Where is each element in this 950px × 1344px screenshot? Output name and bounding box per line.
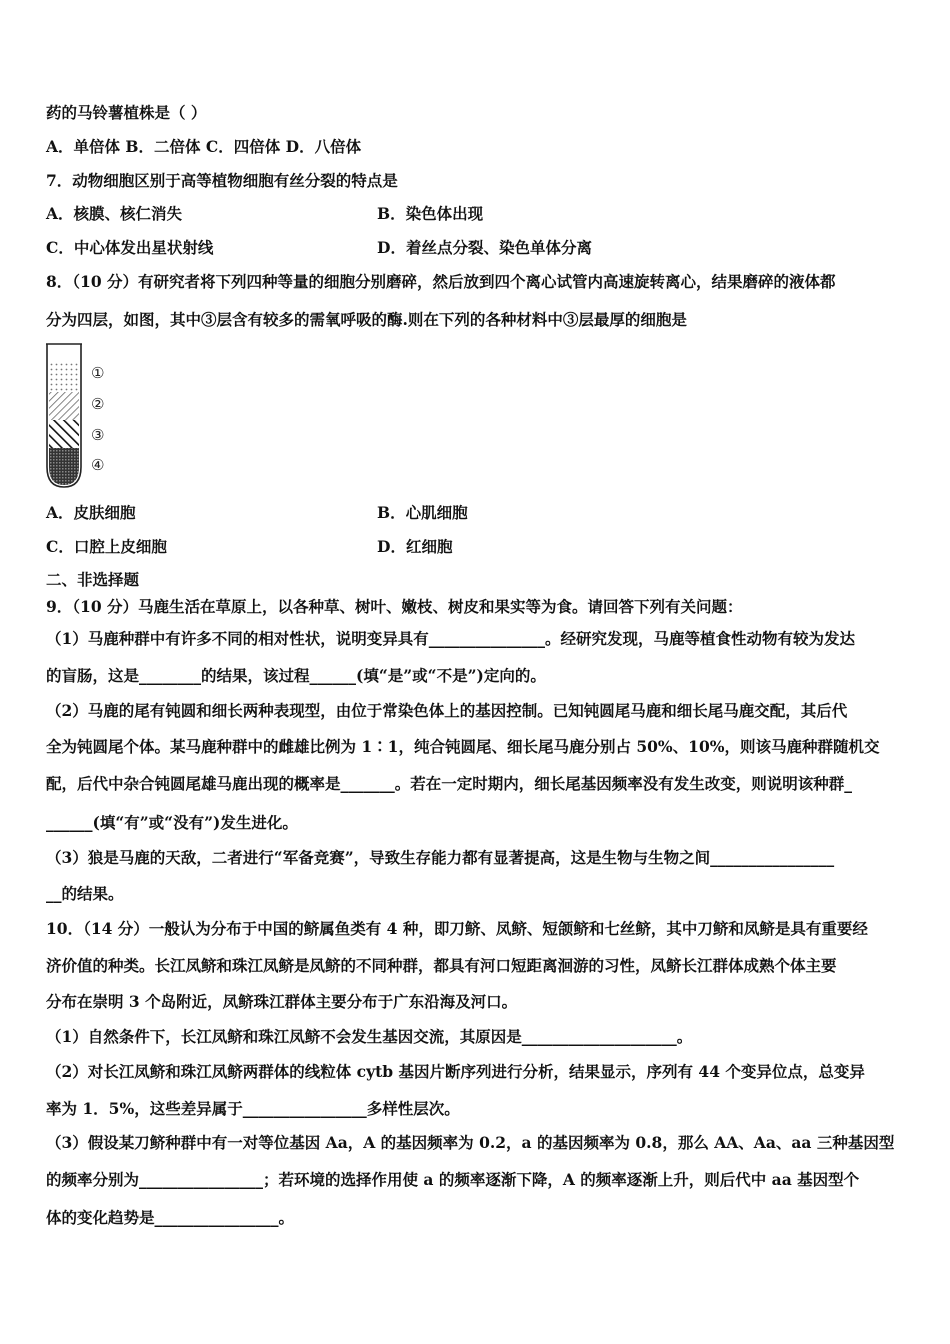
section-heading: 二、非选择题 — [46, 570, 140, 589]
layer-label-2: ② — [91, 395, 105, 413]
q9-part2-line1: （2）马鹿的尾有钝圆和细长两种表现型，由位于常染色体上的基因控制。已知钝圆尾马鹿和细长尾马鹿交配，其后代 — [46, 701, 848, 720]
q10-stem-line2: 济价值的种类。长江凤鲚和珠江凤鲚是凤鲚的不同种群，都具有河口短距离洄游的习性，凤鲚长江群体成熟个体主要 — [46, 956, 837, 975]
q6-options: A．单倍体 B．二倍体 C．四倍体 D．八倍体 — [46, 137, 362, 156]
q6-stem-tail: 药的马铃薯植株是（ ） — [46, 103, 207, 122]
layer-label-1: ① — [91, 364, 105, 382]
q10-part2-line2: 率为 1．5%，这些差异属于________________多样性层次。 — [46, 1099, 460, 1118]
q9-part1-line2: 的盲肠，这是________的结果，该过程______(填“是”或“不是”)定向的。 — [46, 666, 546, 685]
q8-stem-line1: 8．（10 分）有研究者将下列四种等量的细胞分别磨碎，然后放到四个离心试管内高速旋转离心，结果磨碎的液体都 — [46, 272, 836, 291]
q9-part1-line1: （1）马鹿种群中有许多不同的相对性状，说明变异具有_______________。经研究发现，马鹿等植食性动物有较为发达 — [46, 629, 856, 648]
q10-part3-line3: 体的变化趋势是________________。 — [46, 1208, 295, 1227]
q8-stem-line2: 分为四层，如图，其中③层含有较多的需氧呼吸的酶.则在下列的各种材料中③层最厚的细胞是 — [46, 310, 687, 329]
q7-stem: 7．动物细胞区别于高等植物细胞有丝分裂的特点是 — [46, 171, 398, 190]
q9-part2-line2: 全为钝圆尾个体。某马鹿种群中的雌雄比例为 1∶1，纯合钝圆尾、细长尾马鹿分别占 50%、10%，则该马鹿种群随机交 — [46, 737, 880, 756]
layer-3 — [44, 420, 84, 448]
q8-option-c: C．口腔上皮细胞 — [46, 537, 167, 556]
q10-part1: （1）自然条件下，长江凤鲚和珠江凤鲚不会发生基因交流，其原因是____________________。 — [46, 1027, 693, 1046]
q10-stem-line1: 10．（14 分）一般认为分布于中国的鲚属鱼类有 4 种，即刀鲚、凤鲚、短颌鲚和七丝鲚，其中刀鲚和凤鲚是具有重要经 — [46, 919, 868, 938]
q10-part3-line1: （3）假设某刀鲚种群中有一对等位基因 Aa，A 的基因频率为 0.2，a 的基因频率为 0.8，那么 AA、Aa、aa 三种基因型 — [46, 1133, 895, 1152]
q10-part2-line1: （2）对长江凤鲚和珠江凤鲚两群体的线粒体 cytb 基因片断序列进行分析，结果显示，序列有 44 个变异位点，总变异 — [46, 1062, 865, 1081]
q7-option-c: C．中心体发出星状射线 — [46, 238, 214, 257]
q7-option-d: D．着丝点分裂、染色单体分离 — [377, 238, 592, 257]
layer-4 — [44, 448, 84, 488]
centrifuge-tube-figure — [44, 342, 114, 492]
q7-option-a: A．核膜、核仁消失 — [46, 204, 183, 223]
q8-option-a: A．皮肤细胞 — [46, 503, 136, 522]
q9-part2-line3: 配，后代中杂合钝圆尾雄马鹿出现的概率是_______。若在一定时期内，细长尾基因频率没有发生改变，则说明该种群_ — [46, 774, 853, 793]
q9-stem: 9．（10 分）马鹿生活在草原上，以各种草、树叶、嫩枝、树皮和果实等为食。请回答下列有关问题： — [46, 597, 743, 616]
q10-stem-line3: 分布在崇明 3 个岛附近，凤鲚珠江群体主要分布于广东沿海及河口。 — [46, 992, 518, 1011]
q9-part3-line1: （3）狼是马鹿的天敌，二者进行“军备竞赛”，导致生存能力都有显著提高，这是生物与生物之间________________ — [46, 848, 835, 867]
q10-part3-line2: 的频率分别为________________；若环境的选择作用使 a 的频率逐渐下降，A 的频率逐渐上升，则后代中 aa 基因型个 — [46, 1170, 860, 1189]
q7-option-b: B．染色体出现 — [377, 204, 484, 223]
layer-label-3: ③ — [91, 426, 105, 444]
q9-part2-line4: ______(填“有”或“没有”)发生进化。 — [46, 813, 298, 832]
q8-option-b: B．心肌细胞 — [377, 503, 468, 522]
q8-option-d: D．红细胞 — [377, 537, 453, 556]
layer-label-4: ④ — [91, 456, 105, 474]
layer-1 — [44, 362, 84, 392]
q9-part3-line2: __的结果。 — [46, 884, 124, 903]
layer-2 — [44, 392, 84, 420]
